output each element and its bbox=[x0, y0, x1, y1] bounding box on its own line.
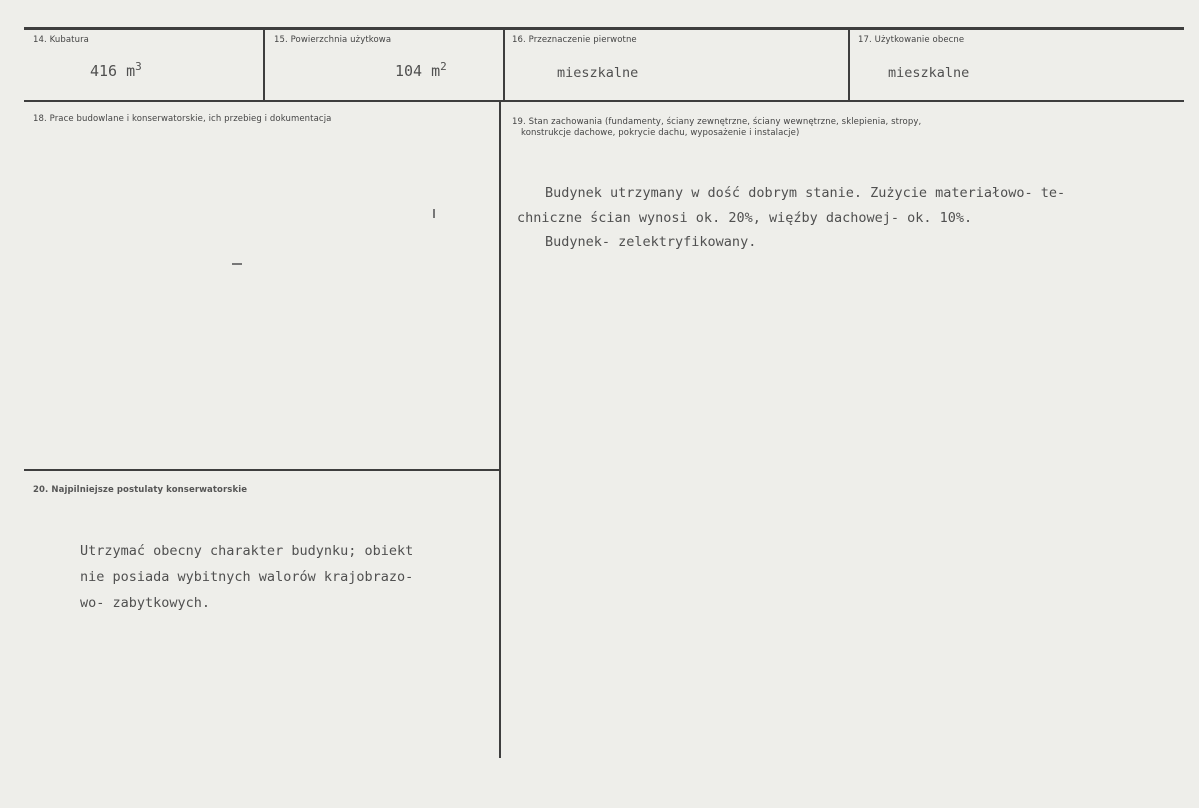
stray-mark bbox=[433, 209, 435, 218]
field-17-label: 17. Użytkowanie obecne bbox=[858, 35, 965, 45]
col-divider-16 bbox=[503, 29, 505, 101]
stray-mark bbox=[232, 263, 242, 265]
field-20-label: 20. Najpilniejsze postulaty konserwatorskie bbox=[33, 485, 248, 495]
field-19-label-line1: 19. Stan zachowania (fundamenty, ściany zewnętrzne, ściany wewnętrzne, sklepienia, stropy, bbox=[512, 117, 922, 127]
field-16-label: 16. Przeznaczenie pierwotne bbox=[512, 35, 637, 45]
row-divider-top bbox=[24, 100, 1184, 102]
volume-value: 416 m bbox=[90, 62, 136, 80]
field-16-value: mieszkalne bbox=[557, 65, 639, 81]
col-divider-main bbox=[499, 101, 501, 758]
area-value: 104 m bbox=[395, 62, 441, 80]
field-15-label: 15. Powierzchnia użytkowa bbox=[274, 35, 392, 45]
field-14-label: 14. Kubatura bbox=[33, 35, 89, 45]
field-15-value bbox=[395, 60, 447, 80]
top-border bbox=[24, 27, 1184, 30]
row-divider-20 bbox=[24, 469, 500, 471]
field-19-text-line: chniczne ścian wynosi ok. 20%, więźby dachowej- ok. 10%. bbox=[517, 210, 973, 226]
field-19-label-line2: konstrukcje dachowe, pokrycie dachu, wyposażenie i instalacje) bbox=[521, 128, 800, 138]
field-19-text-line: Budynek- zelektryfikowany. bbox=[545, 234, 757, 250]
field-14-value bbox=[90, 60, 142, 80]
field-20-text-line: nie posiada wybitnych walorów krajobrazo- bbox=[80, 569, 414, 585]
col-divider-17 bbox=[848, 29, 850, 101]
field-18-label: 18. Prace budowlane i konserwatorskie, ich przebieg i dokumentacja bbox=[33, 114, 332, 124]
col-divider-15 bbox=[263, 29, 265, 101]
field-20-text-line: wo- zabytkowych. bbox=[80, 595, 211, 611]
field-19-text-line: Budynek utrzymany w dość dobrym stanie. Zużycie materiałowo- te- bbox=[545, 185, 1066, 201]
area-unit-exponent: 2 bbox=[440, 60, 447, 73]
volume-unit-exponent: 3 bbox=[135, 60, 142, 73]
field-17-value: mieszkalne bbox=[888, 65, 970, 81]
field-20-text-line: Utrzymać obecny charakter budynku; obiekt bbox=[80, 543, 414, 559]
